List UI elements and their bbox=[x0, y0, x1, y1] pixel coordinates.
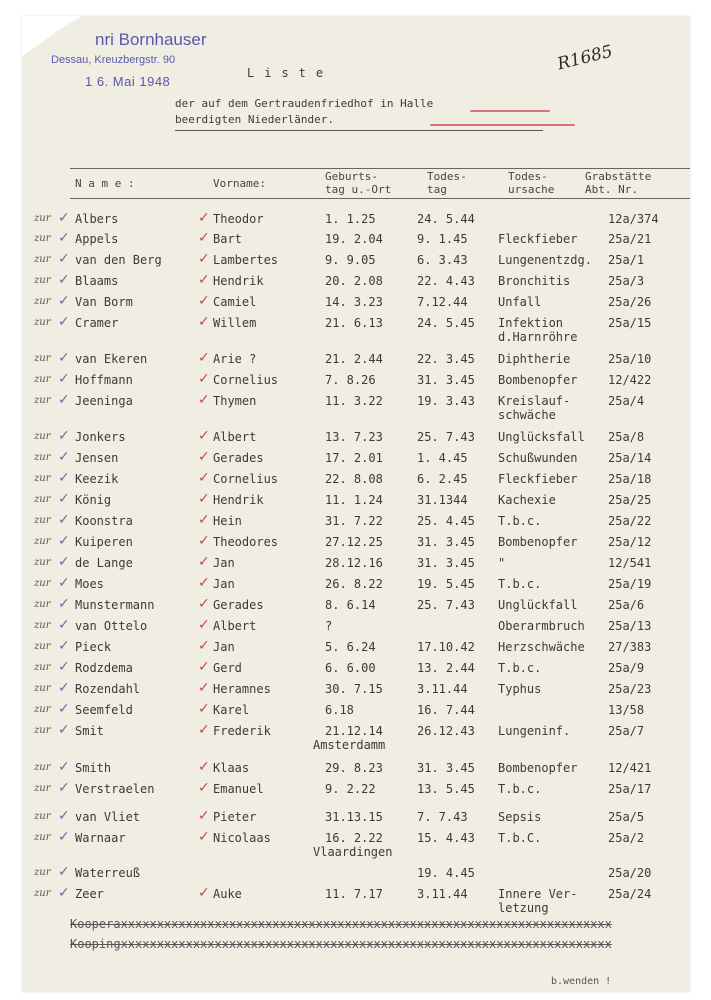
footer-note: b.wenden ! bbox=[551, 976, 612, 987]
cell-vorname: Jan bbox=[213, 640, 235, 654]
cell-todestag: 7. 7.43 bbox=[417, 810, 468, 824]
cell-grabstaette: 25a/22 bbox=[608, 514, 652, 528]
cell-ursache: Fleckfieber bbox=[498, 472, 578, 486]
cell-ursache: Lungenentzdg. bbox=[498, 253, 592, 267]
cell-vorname: Albert bbox=[213, 430, 257, 444]
cell-geburt: 9. 2.22 bbox=[325, 782, 376, 796]
cell-vorname: Emanuel bbox=[213, 782, 264, 796]
cell-todestag: 9. 1.45 bbox=[417, 232, 468, 246]
cell-geburt: 7. 8.26 bbox=[325, 373, 376, 387]
cell-ursache: T.b.c. bbox=[498, 661, 542, 675]
checkmark-icon: ✓ bbox=[58, 392, 70, 408]
cell-geburt: 1. 1.25 bbox=[325, 212, 376, 226]
cell-name: Moes bbox=[75, 577, 104, 591]
cell-geburt: 14. 3.23 bbox=[325, 295, 383, 309]
cell-name: Jonkers bbox=[75, 430, 126, 444]
cell-vorname: Karel bbox=[213, 703, 250, 717]
red-check-icon: ✓ bbox=[198, 596, 210, 612]
header-todes-1: Todes- bbox=[427, 170, 467, 183]
cell-name: Blaams bbox=[75, 274, 119, 288]
cell-vorname: Camiel bbox=[213, 295, 257, 309]
cell-grabstaette: 12/421 bbox=[608, 761, 652, 775]
cell-todestag: 13. 2.44 bbox=[417, 661, 475, 675]
cell-geburt: 11. 1.24 bbox=[325, 493, 383, 507]
checkmark-icon: ✓ bbox=[58, 864, 70, 880]
checkmark-icon: ✓ bbox=[58, 470, 70, 486]
red-check-icon: ✓ bbox=[198, 350, 210, 366]
checkmark-icon: ✓ bbox=[58, 885, 70, 901]
cell-name: Munstermann bbox=[75, 598, 155, 612]
checkmark-icon: ✓ bbox=[58, 512, 70, 528]
cell-geburt-ort: Vlaardingen bbox=[313, 845, 393, 859]
cell-ursache: Schußwunden bbox=[498, 451, 578, 465]
red-check-icon: ✓ bbox=[198, 575, 210, 591]
checkmark-icon: ✓ bbox=[58, 449, 70, 465]
cell-todestag: 22. 3.45 bbox=[417, 352, 475, 366]
cell-name: Cramer bbox=[75, 316, 119, 330]
red-check-icon: ✓ bbox=[198, 210, 210, 226]
cell-grabstaette: 12/422 bbox=[608, 373, 652, 387]
cell-vorname: Klaas bbox=[213, 761, 250, 775]
zur-annotation: zur bbox=[34, 296, 51, 307]
cell-grabstaette: 25a/12 bbox=[608, 535, 652, 549]
stamp-date: 1 6. Mai 1948 bbox=[85, 74, 171, 89]
checkmark-icon: ✓ bbox=[58, 780, 70, 796]
checkmark-icon: ✓ bbox=[58, 491, 70, 507]
red-check-icon: ✓ bbox=[198, 617, 210, 633]
checkmark-icon: ✓ bbox=[58, 251, 70, 267]
cell-name: Hoffmann bbox=[75, 373, 133, 387]
zur-annotation: zur bbox=[34, 641, 51, 652]
red-check-icon: ✓ bbox=[198, 808, 210, 824]
cell-ursache: T.b.C. bbox=[498, 831, 542, 845]
cell-name: van Vliet bbox=[75, 810, 141, 824]
red-check-icon: ✓ bbox=[198, 428, 210, 444]
cell-ursache: T.b.c. bbox=[498, 577, 542, 591]
header-grab-2: Abt. Nr. bbox=[585, 183, 638, 196]
checkmark-icon: ✓ bbox=[58, 371, 70, 387]
checkmark-icon: ✓ bbox=[58, 701, 70, 717]
cell-name: Pieck bbox=[75, 640, 112, 654]
checkmark-icon: ✓ bbox=[58, 596, 70, 612]
red-check-icon: ✓ bbox=[198, 659, 210, 675]
header-geburt-1: Geburts- bbox=[325, 170, 378, 183]
checkmark-icon: ✓ bbox=[58, 272, 70, 288]
cell-vorname: Jan bbox=[213, 556, 235, 570]
red-check-icon: ✓ bbox=[198, 722, 210, 738]
cell-todestag: 26.12.43 bbox=[417, 724, 475, 738]
header-ursache-1: Todes- bbox=[508, 170, 548, 183]
red-check-icon: ✓ bbox=[198, 470, 210, 486]
red-check-icon: ✓ bbox=[198, 554, 210, 570]
cell-vorname: Gerades bbox=[213, 451, 264, 465]
zur-annotation: zur bbox=[34, 599, 51, 610]
red-check-icon: ✓ bbox=[198, 759, 210, 775]
cell-ursache: Kreislauf- bbox=[498, 394, 571, 408]
cell-geburt: 31. 7.22 bbox=[325, 514, 383, 528]
cell-todestag: 22. 4.43 bbox=[417, 274, 475, 288]
cell-grabstaette: 25a/25 bbox=[608, 493, 652, 507]
cell-vorname: Willem bbox=[213, 316, 257, 330]
cell-grabstaette: 25a/5 bbox=[608, 810, 645, 824]
cell-todestag: 17.10.42 bbox=[417, 640, 475, 654]
cell-ursache: Bombenopfer bbox=[498, 761, 578, 775]
checkmark-icon: ✓ bbox=[58, 293, 70, 309]
cell-geburt: 6. 6.00 bbox=[325, 661, 376, 675]
zur-annotation: zur bbox=[34, 620, 51, 631]
cell-geburt: 28.12.16 bbox=[325, 556, 383, 570]
checkmark-icon: ✓ bbox=[58, 659, 70, 675]
red-check-icon: ✓ bbox=[198, 829, 210, 845]
cell-name: König bbox=[75, 493, 112, 507]
cell-geburt: 20. 2.08 bbox=[325, 274, 383, 288]
cell-name: Waterreuß bbox=[75, 866, 141, 880]
cell-todestag: 31.1344 bbox=[417, 493, 468, 507]
red-check-icon: ✓ bbox=[198, 314, 210, 330]
header-geburt-2: tag u.-Ort bbox=[325, 183, 392, 196]
cell-vorname: Lambertes bbox=[213, 253, 279, 267]
red-underline bbox=[430, 124, 575, 126]
reference-number: R1685 bbox=[555, 41, 615, 75]
zur-annotation: zur bbox=[34, 233, 51, 244]
checkmark-icon: ✓ bbox=[58, 210, 70, 226]
zur-annotation: zur bbox=[34, 275, 51, 286]
cell-geburt: 11. 7.17 bbox=[325, 887, 383, 901]
cell-todestag: 31. 3.45 bbox=[417, 761, 475, 775]
cell-todestag: 25. 4.45 bbox=[417, 514, 475, 528]
zur-annotation: zur bbox=[34, 317, 51, 328]
cell-grabstaette: 12/541 bbox=[608, 556, 652, 570]
zur-annotation: zur bbox=[34, 762, 51, 773]
cell-todestag: 19. 3.43 bbox=[417, 394, 475, 408]
cell-todestag: 19. 5.45 bbox=[417, 577, 475, 591]
cell-todestag: 19. 4.45 bbox=[417, 866, 475, 880]
cell-ursache: Diphtherie bbox=[498, 352, 571, 366]
cell-todestag: 31. 3.45 bbox=[417, 373, 475, 387]
cell-vorname: Cornelius bbox=[213, 373, 279, 387]
zur-annotation: zur bbox=[34, 494, 51, 505]
cell-ursache: Lungeninf. bbox=[498, 724, 571, 738]
cell-name: Warnaar bbox=[75, 831, 126, 845]
cell-todestag: 3.11.44 bbox=[417, 887, 468, 901]
cell-todestag: 15. 4.43 bbox=[417, 831, 475, 845]
cell-ursache: " bbox=[498, 556, 506, 570]
cell-todestag: 13. 5.45 bbox=[417, 782, 475, 796]
header-name: N a m e : bbox=[75, 177, 135, 190]
cell-geburt: 21.12.14 bbox=[325, 724, 383, 738]
cell-grabstaette: 25a/17 bbox=[608, 782, 652, 796]
cell-ursache: Infektion bbox=[498, 316, 564, 330]
cell-ursache: Sepsis bbox=[498, 810, 542, 824]
cell-name: Smith bbox=[75, 761, 112, 775]
cell-todestag: 25. 7.43 bbox=[417, 430, 475, 444]
cell-todestag: 16. 7.44 bbox=[417, 703, 475, 717]
cell-geburt: 16. 2.22 bbox=[325, 831, 383, 845]
cell-grabstaette: 25a/26 bbox=[608, 295, 652, 309]
checkmark-icon: ✓ bbox=[58, 554, 70, 570]
cell-ursache-cont: d.Harnröhre bbox=[498, 330, 578, 344]
cell-vorname: Cornelius bbox=[213, 472, 279, 486]
cell-name: Smit bbox=[75, 724, 104, 738]
cell-todestag: 3.11.44 bbox=[417, 682, 468, 696]
checkmark-icon: ✓ bbox=[58, 350, 70, 366]
cell-ursache: Kachexie bbox=[498, 493, 556, 507]
cell-ursache: Unfall bbox=[498, 295, 542, 309]
cell-grabstaette: 25a/20 bbox=[608, 866, 652, 880]
cell-geburt: 22. 8.08 bbox=[325, 472, 383, 486]
cell-ursache: Bombenopfer bbox=[498, 373, 578, 387]
zur-annotation: zur bbox=[34, 811, 51, 822]
cell-geburt: 21. 2.44 bbox=[325, 352, 383, 366]
cell-vorname: Pieter bbox=[213, 810, 257, 824]
red-check-icon: ✓ bbox=[198, 638, 210, 654]
red-check-icon: ✓ bbox=[198, 251, 210, 267]
red-check-icon: ✓ bbox=[198, 885, 210, 901]
cell-grabstaette: 25a/15 bbox=[608, 316, 652, 330]
cell-name: Albers bbox=[75, 212, 119, 226]
zur-annotation: zur bbox=[34, 557, 51, 568]
zur-annotation: zur bbox=[34, 867, 51, 878]
red-check-icon: ✓ bbox=[198, 449, 210, 465]
cell-ursache: Oberarmbruch bbox=[498, 619, 585, 633]
red-underline bbox=[470, 110, 550, 112]
cell-name: Rodzdema bbox=[75, 661, 133, 675]
cell-vorname: Bart bbox=[213, 232, 242, 246]
cell-ursache: Fleckfieber bbox=[498, 232, 578, 246]
struck-line: Kooperaxxxxxxxxxxxxxxxxxxxxxxxxxxxxxxxxxxxxxxxxxxxxxxxxxxxxxxxxxxxxxxxxxxxx bbox=[70, 917, 612, 931]
subtitle-line-1: der auf dem Gertraudenfriedhof in Halle bbox=[175, 97, 434, 110]
checkmark-icon: ✓ bbox=[58, 230, 70, 246]
cell-grabstaette: 25a/10 bbox=[608, 352, 652, 366]
cell-name: Van Borm bbox=[75, 295, 133, 309]
cell-geburt: 11. 3.22 bbox=[325, 394, 383, 408]
cell-geburt: 9. 9.05 bbox=[325, 253, 376, 267]
red-check-icon: ✓ bbox=[198, 230, 210, 246]
zur-annotation: zur bbox=[34, 395, 51, 406]
zur-annotation: zur bbox=[34, 536, 51, 547]
zur-annotation: zur bbox=[34, 515, 51, 526]
cell-ursache-cont: letzung bbox=[498, 901, 549, 915]
document-title: Liste bbox=[247, 66, 334, 80]
cell-grabstaette: 25a/2 bbox=[608, 831, 645, 845]
cell-ursache: Typhus bbox=[498, 682, 542, 696]
cell-vorname: Arie ? bbox=[213, 352, 257, 366]
header-todes-2: tag bbox=[427, 183, 447, 196]
cell-ursache: T.b.c. bbox=[498, 782, 542, 796]
cell-name: Seemfeld bbox=[75, 703, 133, 717]
cell-todestag: 7.12.44 bbox=[417, 295, 468, 309]
cell-todestag: 24. 5.45 bbox=[417, 316, 475, 330]
cell-grabstaette: 25a/9 bbox=[608, 661, 645, 675]
cell-vorname: Gerd bbox=[213, 661, 242, 675]
cell-vorname: Theodores bbox=[213, 535, 279, 549]
cell-vorname: Hein bbox=[213, 514, 242, 528]
cell-geburt: 6.18 bbox=[325, 703, 354, 717]
cell-geburt: 19. 2.04 bbox=[325, 232, 383, 246]
subtitle-line-2: beerdigten Niederländer. bbox=[175, 113, 334, 126]
cell-grabstaette: 27/383 bbox=[608, 640, 652, 654]
cell-vorname: Frederik bbox=[213, 724, 271, 738]
red-check-icon: ✓ bbox=[198, 392, 210, 408]
zur-annotation: zur bbox=[34, 662, 51, 673]
cell-grabstaette: 25a/3 bbox=[608, 274, 645, 288]
header-top-rule bbox=[70, 168, 690, 169]
red-check-icon: ✓ bbox=[198, 293, 210, 309]
checkmark-icon: ✓ bbox=[58, 314, 70, 330]
zur-annotation: zur bbox=[34, 683, 51, 694]
checkmark-icon: ✓ bbox=[58, 617, 70, 633]
cell-todestag: 24. 5.44 bbox=[417, 212, 475, 226]
cell-vorname: Theodor bbox=[213, 212, 264, 226]
checkmark-icon: ✓ bbox=[58, 722, 70, 738]
cell-vorname: Heramnes bbox=[213, 682, 271, 696]
cell-grabstaette: 25a/19 bbox=[608, 577, 652, 591]
cell-vorname: Gerades bbox=[213, 598, 264, 612]
zur-annotation: zur bbox=[34, 431, 51, 442]
cell-todestag: 31. 3.45 bbox=[417, 535, 475, 549]
cell-vorname: Hendrik bbox=[213, 274, 264, 288]
cell-name: de Lange bbox=[75, 556, 133, 570]
red-check-icon: ✓ bbox=[198, 701, 210, 717]
cell-vorname: Nicolaas bbox=[213, 831, 271, 845]
stamp-address: Dessau, Kreuzbergstr. 90 bbox=[51, 54, 176, 66]
checkmark-icon: ✓ bbox=[58, 533, 70, 549]
cell-geburt: ? bbox=[325, 619, 333, 633]
cell-name: Appels bbox=[75, 232, 119, 246]
checkmark-icon: ✓ bbox=[58, 829, 70, 845]
cell-grabstaette: 25a/23 bbox=[608, 682, 652, 696]
cell-name: Verstraelen bbox=[75, 782, 155, 796]
cell-geburt: 27.12.25 bbox=[325, 535, 383, 549]
cell-name: Zeer bbox=[75, 887, 104, 901]
zur-annotation: zur bbox=[34, 783, 51, 794]
cell-name: van Ekeren bbox=[75, 352, 148, 366]
stamp-name: nri Bornhauser bbox=[95, 30, 207, 49]
red-check-icon: ✓ bbox=[198, 680, 210, 696]
red-check-icon: ✓ bbox=[198, 533, 210, 549]
cell-geburt: 17. 2.01 bbox=[325, 451, 383, 465]
cell-grabstaette: 25a/24 bbox=[608, 887, 652, 901]
title-underline bbox=[175, 130, 543, 131]
struck-line: Koopingxxxxxxxxxxxxxxxxxxxxxxxxxxxxxxxxxxxxxxxxxxxxxxxxxxxxxxxxxxxxxxxxxxxx bbox=[70, 937, 612, 951]
cell-todestag: 31. 3.45 bbox=[417, 556, 475, 570]
zur-annotation: zur bbox=[34, 832, 51, 843]
cell-name: van Ottelo bbox=[75, 619, 148, 633]
checkmark-icon: ✓ bbox=[58, 638, 70, 654]
cell-name: van den Berg bbox=[75, 253, 162, 267]
cell-todestag: 25. 7.43 bbox=[417, 598, 475, 612]
zur-annotation: zur bbox=[34, 213, 51, 224]
cell-geburt-ort: Amsterdamm bbox=[313, 738, 386, 752]
header-bottom-rule bbox=[70, 198, 690, 199]
zur-annotation: zur bbox=[34, 374, 51, 385]
cell-vorname: Jan bbox=[213, 577, 235, 591]
cell-vorname: Hendrik bbox=[213, 493, 264, 507]
cell-ursache: Innere Ver- bbox=[498, 887, 578, 901]
cell-name: Jeeninga bbox=[75, 394, 133, 408]
cell-geburt: 8. 6.14 bbox=[325, 598, 376, 612]
red-check-icon: ✓ bbox=[198, 491, 210, 507]
checkmark-icon: ✓ bbox=[58, 575, 70, 591]
zur-annotation: zur bbox=[34, 473, 51, 484]
cell-grabstaette: 25a/14 bbox=[608, 451, 652, 465]
header-grab-1: Grabstätte bbox=[585, 170, 652, 183]
cell-ursache: T.b.c. bbox=[498, 514, 542, 528]
cell-ursache: Bronchitis bbox=[498, 274, 571, 288]
cell-geburt: 13. 7.23 bbox=[325, 430, 383, 444]
checkmark-icon: ✓ bbox=[58, 759, 70, 775]
zur-annotation: zur bbox=[34, 725, 51, 736]
cell-grabstaette: 25a/4 bbox=[608, 394, 645, 408]
cell-vorname: Thymen bbox=[213, 394, 257, 408]
cell-grabstaette: 25a/18 bbox=[608, 472, 652, 486]
header-ursache-2: ursache bbox=[508, 183, 555, 196]
cell-geburt: 5. 6.24 bbox=[325, 640, 376, 654]
red-check-icon: ✓ bbox=[198, 512, 210, 528]
cell-grabstaette: 13/58 bbox=[608, 703, 645, 717]
zur-annotation: zur bbox=[34, 578, 51, 589]
red-check-icon: ✓ bbox=[198, 272, 210, 288]
zur-annotation: zur bbox=[34, 353, 51, 364]
cell-ursache: Unglücksfall bbox=[498, 430, 585, 444]
cell-name: Kuiperen bbox=[75, 535, 133, 549]
zur-annotation: zur bbox=[34, 888, 51, 899]
cell-name: Rozendahl bbox=[75, 682, 141, 696]
zur-annotation: zur bbox=[34, 704, 51, 715]
cell-ursache: Unglückfall bbox=[498, 598, 578, 612]
cell-grabstaette: 25a/13 bbox=[608, 619, 652, 633]
cell-ursache: Herzschwäche bbox=[498, 640, 585, 654]
zur-annotation: zur bbox=[34, 452, 51, 463]
cell-name: Keezik bbox=[75, 472, 119, 486]
cell-geburt: 29. 8.23 bbox=[325, 761, 383, 775]
checkmark-icon: ✓ bbox=[58, 428, 70, 444]
header-vorname: Vorname: bbox=[213, 177, 266, 190]
cell-grabstaette: 25a/7 bbox=[608, 724, 645, 738]
cell-geburt: 21. 6.13 bbox=[325, 316, 383, 330]
red-check-icon: ✓ bbox=[198, 371, 210, 387]
cell-grabstaette: 25a/8 bbox=[608, 430, 645, 444]
cell-grabstaette: 25a/6 bbox=[608, 598, 645, 612]
checkmark-icon: ✓ bbox=[58, 680, 70, 696]
cell-vorname: Auke bbox=[213, 887, 242, 901]
cell-todestag: 6. 3.43 bbox=[417, 253, 468, 267]
cell-grabstaette: 25a/21 bbox=[608, 232, 652, 246]
cell-geburt: 31.13.15 bbox=[325, 810, 383, 824]
checkmark-icon: ✓ bbox=[58, 808, 70, 824]
cell-geburt: 26. 8.22 bbox=[325, 577, 383, 591]
cell-todestag: 1. 4.45 bbox=[417, 451, 468, 465]
zur-annotation: zur bbox=[34, 254, 51, 265]
cell-todestag: 6. 2.45 bbox=[417, 472, 468, 486]
cell-grabstaette: 12a/374 bbox=[608, 212, 659, 226]
cell-geburt: 30. 7.15 bbox=[325, 682, 383, 696]
cell-grabstaette: 25a/1 bbox=[608, 253, 645, 267]
red-check-icon: ✓ bbox=[198, 780, 210, 796]
cell-name: Koonstra bbox=[75, 514, 133, 528]
cell-vorname: Albert bbox=[213, 619, 257, 633]
cell-ursache-cont: schwäche bbox=[498, 408, 556, 422]
cell-name: Jensen bbox=[75, 451, 119, 465]
cell-ursache: Bombenopfer bbox=[498, 535, 578, 549]
